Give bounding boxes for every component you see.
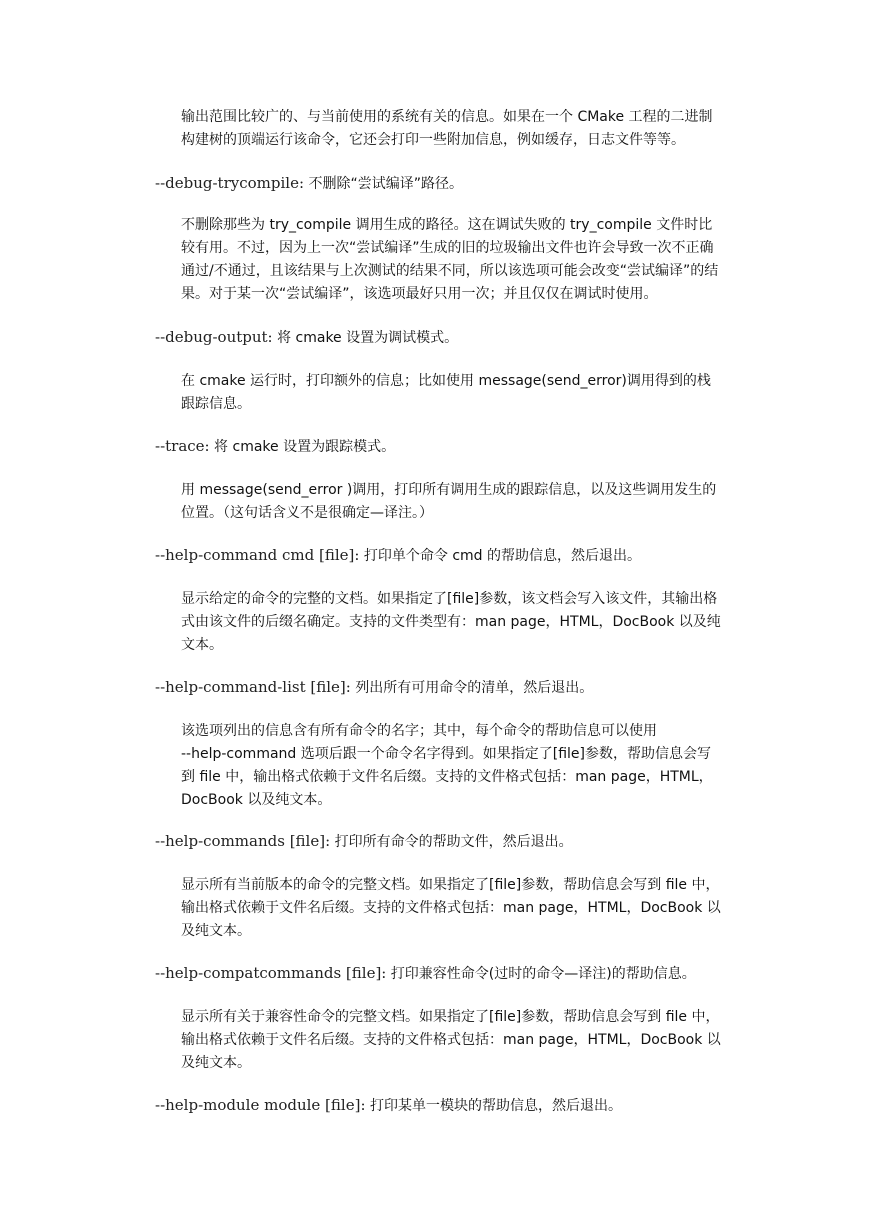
paragraph-line: 显示给定的命令的完整的文档。如果指定了[file]参数，该文档会写入该文件，其输出格 [181, 591, 718, 607]
paragraph-help-command [181, 588, 741, 657]
paragraph-line: 输出范围比较广的、与当前使用的系统有关的信息。如果在一个 CMake 工程的二进制 [181, 109, 713, 125]
paragraph-line: 该选项列出的信息含有所有命令的名字；其中，每个命令的帮助信息可以使用 [181, 723, 657, 739]
option-help-command [155, 544, 795, 567]
paragraph-debug-trycompile [181, 214, 741, 306]
paragraph-line: 通过/不通过，且该结果与上次测试的结果不同，所以该选项可能会改变“尝试编译”的结 [181, 263, 719, 279]
option-description: 打印单个命令 cmd 的帮助信息，然后退出。 [359, 548, 642, 564]
paragraph-help-command-list [181, 720, 741, 812]
option-debug-trycompile [155, 172, 795, 195]
paragraph-line: 显示所有当前版本的命令的完整文档。如果指定了[file]参数，帮助信息会写到 file 中， [181, 877, 720, 893]
paragraph-line: 不删除那些为 try_compile 调用生成的路径。这在调试失败的 try_compile 文件时比 [181, 217, 713, 233]
option-code: --help-commands [file]: [155, 832, 331, 850]
option-help-module [155, 1094, 795, 1117]
paragraph-line: 在 cmake 运行时，打印额外的信息；比如使用 message(send_error)调用得到的栈 [181, 373, 711, 389]
paragraph-line: 输出格式依赖于文件名后缀。支持的文件格式包括：man page，HTML，DocBook 以 [181, 1032, 721, 1048]
paragraph-help-commands [181, 874, 741, 943]
option-help-commands [155, 830, 795, 853]
paragraph-line: 显示所有关于兼容性命令的完整文档。如果指定了[file]参数，帮助信息会写到 file 中， [181, 1009, 720, 1025]
paragraph-line: 到 file 中，输出格式依赖于文件名后缀。支持的文件格式包括：man page，HTML， [181, 769, 713, 785]
option-description: 将 cmake 设置为调试模式。 [272, 330, 459, 346]
paragraph-line: 果。对于某一次“尝试编译”，该选项最好只用一次；并且仅仅在调试时使用。 [181, 286, 658, 302]
paragraph-line: DocBook 以及纯文本。 [181, 792, 332, 808]
paragraph-line: 式由该文件的后缀名确定。支持的文件类型有：man page，HTML，DocBook 以及纯 [181, 614, 721, 630]
paragraph-line: 构建树的顶端运行该命令，它还会打印一些附加信息，例如缓存，日志文件等等。 [181, 132, 685, 148]
option-code: --help-compatcommands [file]: [155, 964, 387, 982]
option-help-compatcommands [155, 962, 795, 985]
option-description: 将 cmake 设置为跟踪模式。 [209, 439, 396, 455]
paragraph-line: 文本。 [181, 637, 223, 653]
paragraph-debug-output [181, 370, 741, 416]
paragraph-help-compatcommands [181, 1006, 741, 1075]
option-description: 打印兼容性命令(过时的命令—译注)的帮助信息。 [386, 966, 696, 982]
option-code: --debug-trycompile: [155, 174, 305, 192]
paragraph-line: 位置。（这句话含义不是很确定—译注。） [181, 505, 433, 521]
option-help-command-list [155, 676, 795, 699]
paragraph-line: 及纯文本。 [181, 923, 251, 939]
paragraph-line: --help-command 选项后跟一个命令名字得到。如果指定了[file]参数，帮助信息会写 [181, 746, 711, 762]
option-trace [155, 435, 795, 458]
option-code: --help-command cmd [file]: [155, 546, 360, 564]
paragraph-line: 输出格式依赖于文件名后缀。支持的文件格式包括：man page，HTML，DocBook 以 [181, 900, 721, 916]
option-description: 列出所有可用命令的清单，然后退出。 [350, 680, 594, 696]
option-description: 打印所有命令的帮助文件，然后退出。 [330, 834, 573, 850]
paragraph-system-info [181, 106, 741, 152]
option-code: --trace: [155, 437, 210, 455]
option-code: --debug-output: [155, 328, 273, 346]
option-description: 不删除“尝试编译”路径。 [304, 176, 463, 192]
option-code: --help-command-list [file]: [155, 678, 351, 696]
option-description: 打印某单一模块的帮助信息，然后退出。 [365, 1098, 622, 1114]
paragraph-line: 跟踪信息。 [181, 396, 251, 412]
option-code: --help-module module [file]: [155, 1096, 366, 1114]
paragraph-line: 较有用。不过，因为上一次“尝试编译”生成的旧的垃圾输出文件也许会导致一次不正确 [181, 240, 714, 256]
paragraph-line: 及纯文本。 [181, 1055, 251, 1071]
paragraph-trace [181, 479, 741, 525]
paragraph-line: 用 message(send_error )调用，打印所有调用生成的跟踪信息，以及这些调用发生的 [181, 482, 717, 498]
option-debug-output [155, 326, 795, 349]
